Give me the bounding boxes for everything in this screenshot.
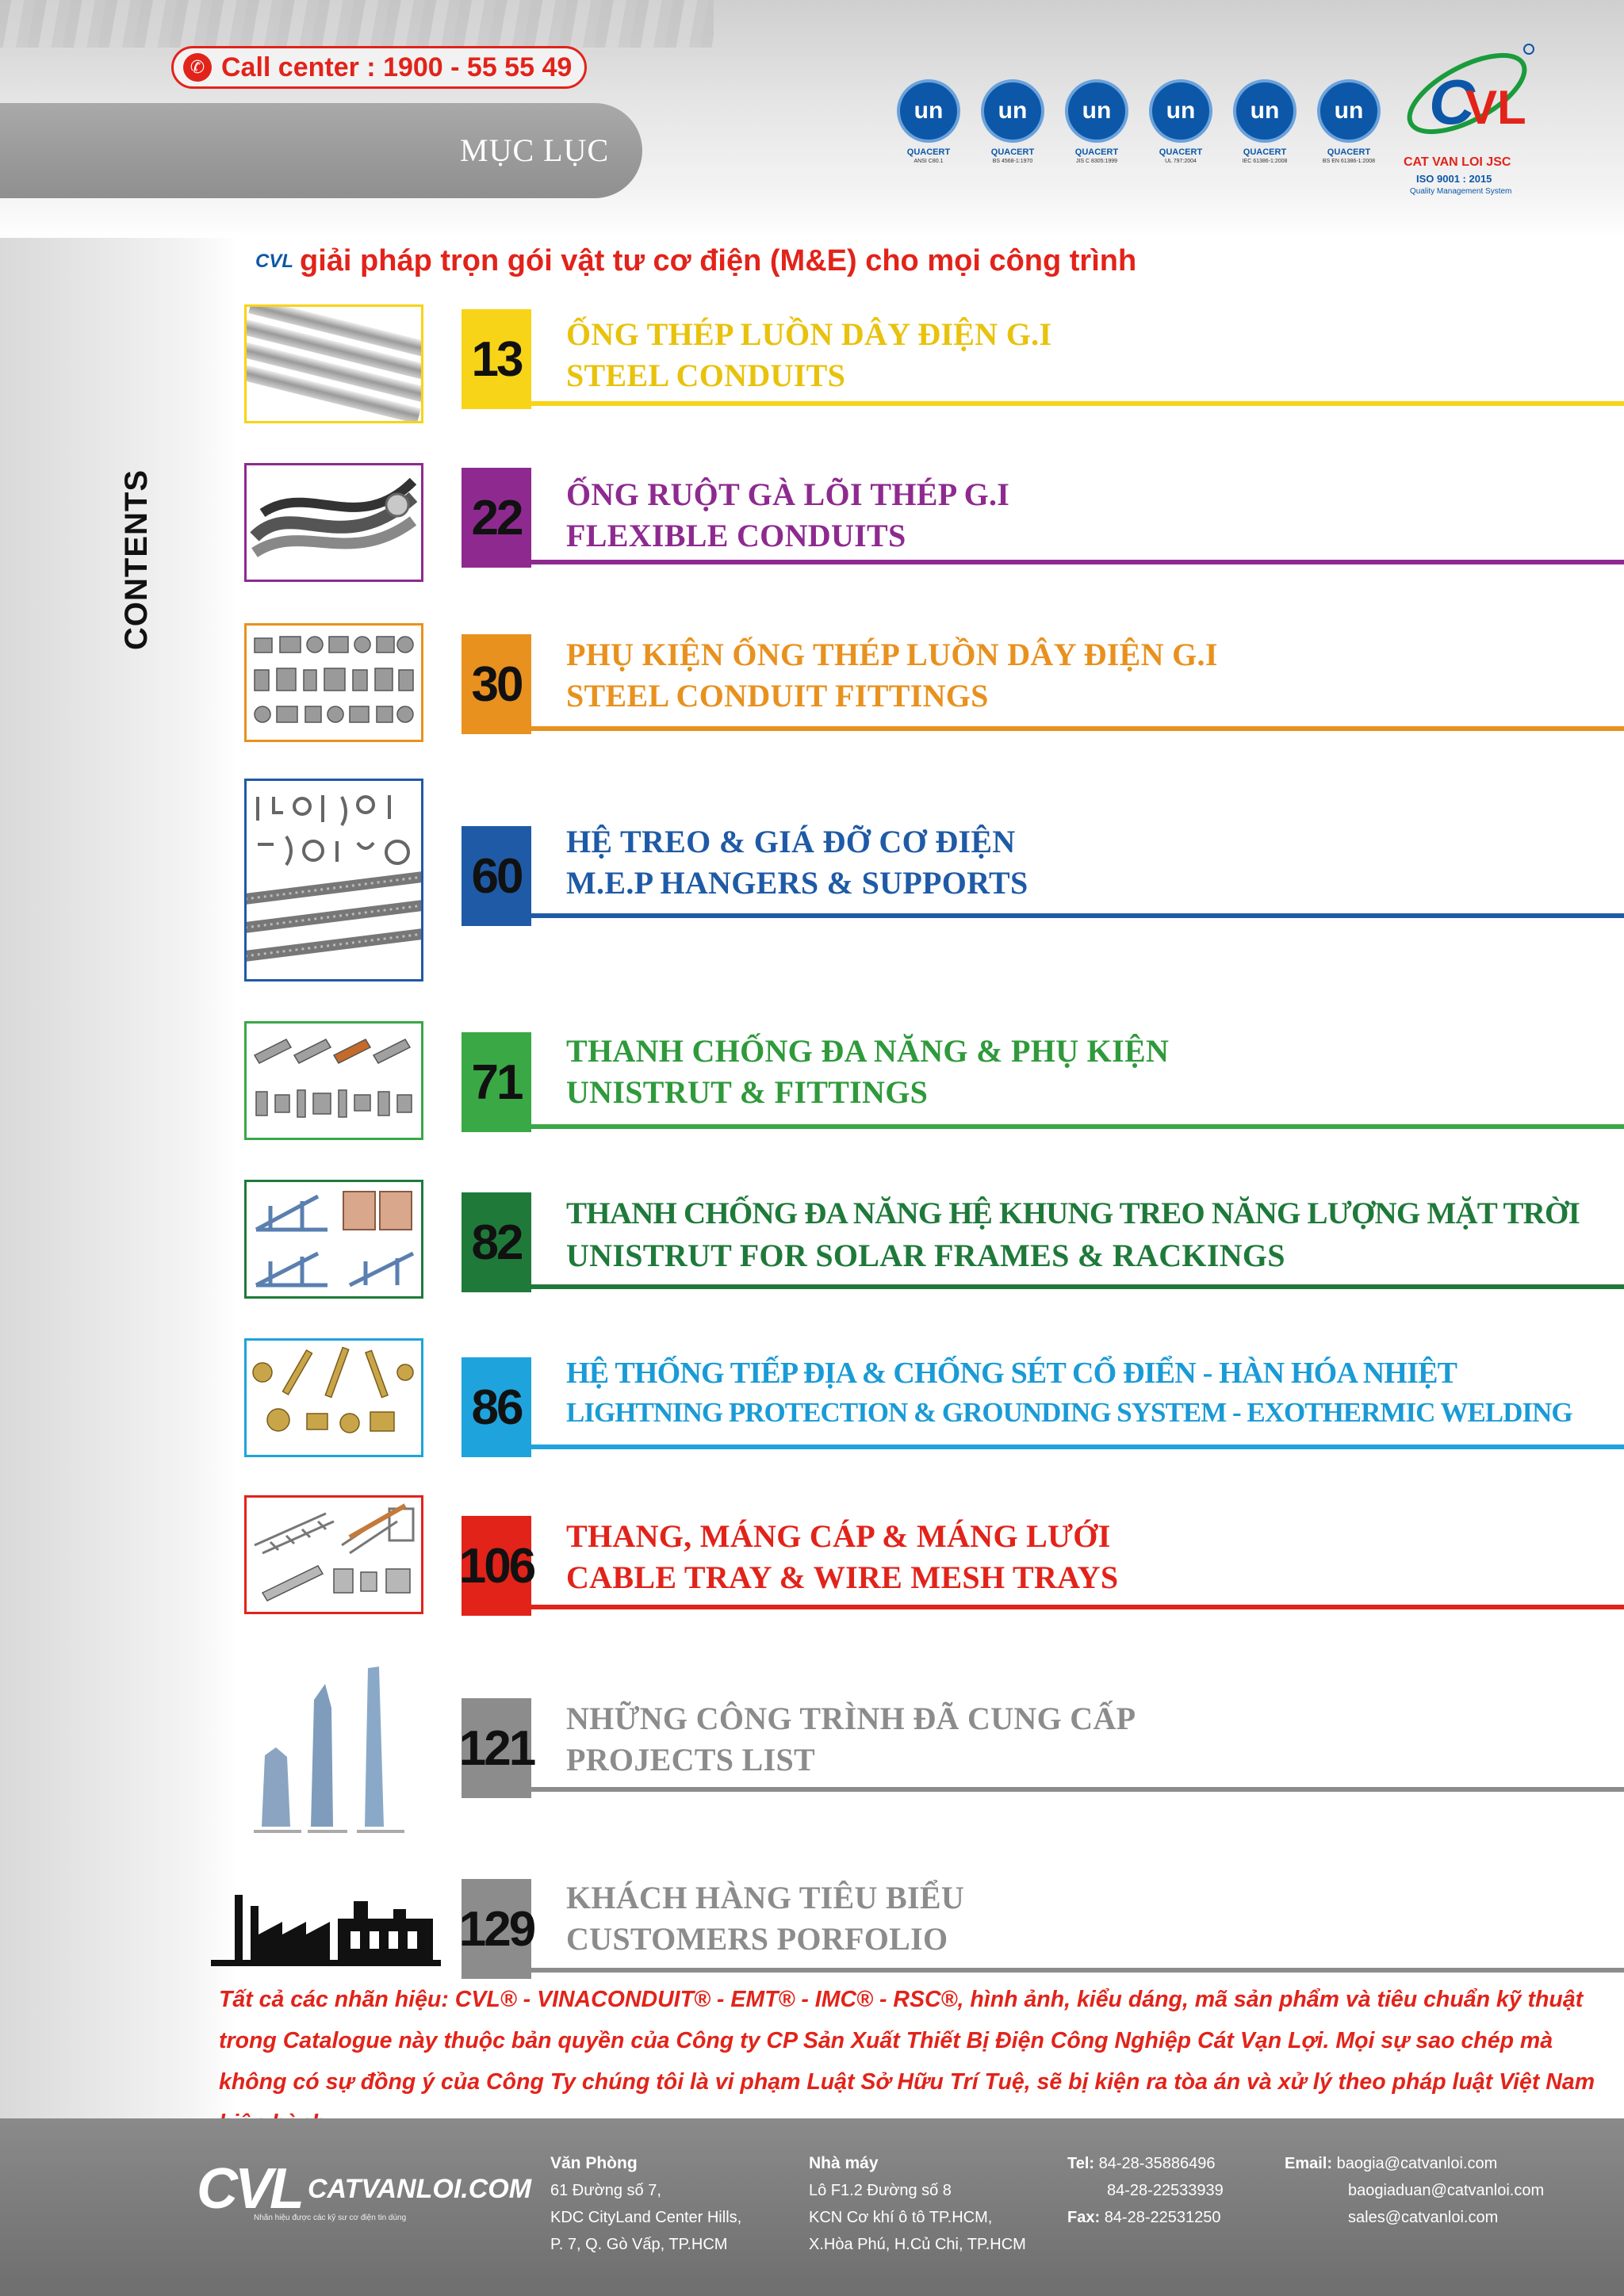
toc-underline [531, 1968, 1624, 1973]
certification-badge [1316, 79, 1381, 164]
toc-page-number[interactable]: 86 [462, 1357, 531, 1457]
office-address-line: P. 7, Q. Gò Vấp, TP.HCM [550, 2236, 728, 2253]
toc-page-number[interactable]: 60 [462, 826, 531, 926]
cvl-logo-icon [1397, 38, 1540, 157]
factory-address-line: X.Hòa Phú, H.Củ Chi, TP.HCM [809, 2236, 1026, 2253]
office-address-line: 61 Đường số 7, [550, 2182, 661, 2199]
footer-phone [1067, 2150, 1224, 2231]
certification-standard: BS EN 61386-1:2008 [1322, 159, 1376, 164]
certification-name: QUACERT [1243, 147, 1287, 157]
solar-frames-image [247, 1182, 421, 1296]
toc-title-en[interactable]: LIGHTNING PROTECTION & GROUNDING SYSTEM - EXOTHERMIC WELDING [566, 1397, 1572, 1428]
toc-page-number[interactable]: 22 [462, 468, 531, 568]
tel-number[interactable]: 84-28-22533939 [1107, 2182, 1224, 2199]
svg-text:C: C [1429, 67, 1475, 137]
cvl-logo-icon: CVL [197, 2157, 301, 2221]
factory-title: Nhà máy [809, 2154, 879, 2172]
toc-underline [531, 1284, 1624, 1289]
toc-page-number[interactable]: 82 [462, 1192, 531, 1292]
email-link[interactable]: sales@catvanloi.com [1348, 2209, 1499, 2226]
toc-title-en[interactable]: UNISTRUT & FITTINGS [566, 1074, 929, 1110]
tel-label: Tel: [1067, 2155, 1095, 2172]
tagline-logo-icon: CVL [255, 250, 293, 272]
toc-title-vi[interactable]: KHÁCH HÀNG TIÊU BIỂU [566, 1880, 965, 1915]
cvl-company-logo [1389, 38, 1548, 197]
cvl-brand-name: CAT VAN LOI JSC [1404, 155, 1511, 169]
email-label: Email: [1285, 2155, 1333, 2172]
toc-thumbnail-conduit-fittings[interactable] [244, 623, 423, 742]
certification-name: QUACERT [990, 147, 1035, 157]
email-link[interactable]: baogia@catvanloi.com [1336, 2155, 1498, 2172]
toc-underline [531, 1124, 1624, 1129]
certification-badge [1148, 79, 1213, 164]
certification-standard: ANSI C80.1 [914, 159, 944, 164]
certification-badge [980, 79, 1045, 164]
quacert-icon: un [1317, 79, 1381, 143]
certification-badge [896, 79, 961, 164]
fax-number[interactable]: 84-28-22531250 [1104, 2209, 1221, 2226]
factory-address-line: KCN Cơ khí ô tô TP.HCM, [809, 2209, 993, 2226]
footer-logo[interactable] [197, 2156, 531, 2221]
certification-standard: JIS C 8305:1999 [1075, 159, 1118, 164]
toc-underline [531, 1787, 1624, 1792]
certification-name: QUACERT [1159, 147, 1203, 157]
toc-page-number[interactable]: 129 [462, 1879, 531, 1979]
call-center-text: Call center : 1900 - 55 55 49 [221, 52, 573, 82]
quacert-icon: un [1233, 79, 1297, 143]
toc-title-en[interactable]: PROJECTS LIST [566, 1742, 815, 1777]
footer-email [1285, 2150, 1544, 2231]
toc-title-en[interactable]: M.E.P HANGERS & SUPPORTS [566, 865, 1028, 901]
toc-underline [531, 1445, 1624, 1449]
grounding-system-image [247, 1341, 421, 1455]
footer-slogan: Nhãn hiệu được các kỹ sư cơ điện tin dùng [254, 2214, 407, 2222]
toc-title-en[interactable]: UNISTRUT FOR SOLAR FRAMES & RACKINGS [566, 1238, 1285, 1273]
quacert-icon: un [981, 79, 1044, 143]
quacert-icon: un [1065, 79, 1128, 143]
toc-title-en[interactable]: FLEXIBLE CONDUITS [566, 518, 906, 553]
toc-title-vi[interactable]: HỆ TREO & GIÁ ĐỠ CƠ ĐIỆN [566, 824, 1016, 859]
toc-underline [531, 913, 1624, 918]
certification-badge [1232, 79, 1297, 164]
toc-page-number[interactable]: 121 [462, 1698, 531, 1798]
toc-thumbnail-customers[interactable] [211, 1887, 441, 1969]
toc-title-vi[interactable]: HỆ THỐNG TIẾP ĐỊA & CHỐNG SÉT CỔ ĐIỂN - HÀN HÓA NHIỆT [566, 1357, 1457, 1390]
toc-thumbnail-cable-tray[interactable] [244, 1495, 423, 1614]
toc-underline [531, 560, 1624, 564]
toc-title-en[interactable]: CABLE TRAY & WIRE MESH TRAYS [566, 1559, 1119, 1595]
steel-conduits-image [247, 307, 421, 421]
page-footer [0, 2118, 1624, 2296]
toc-page-number[interactable]: 30 [462, 634, 531, 734]
office-title: Văn Phòng [550, 2154, 638, 2172]
toc-thumbnail-unistrut-fittings[interactable] [244, 1021, 423, 1140]
toc-title-vi[interactable]: ỐNG RUỘT GÀ LÕI THÉP G.I [566, 476, 1010, 512]
quacert-icon: un [897, 79, 960, 143]
fax-label: Fax: [1067, 2209, 1101, 2226]
footer-office [550, 2150, 741, 2258]
toc-title-vi[interactable]: PHỤ KIỆN ỐNG THÉP LUỒN DÂY ĐIỆN G.I [566, 637, 1218, 672]
toc-title-vi[interactable]: ỐNG THÉP LUỒN DÂY ĐIỆN G.I [566, 316, 1052, 352]
skyscrapers-image [238, 1652, 436, 1843]
conduit-fittings-image [247, 626, 421, 740]
certification-badge [1064, 79, 1129, 164]
toc-underline [531, 726, 1624, 731]
header-conduit-background [0, 0, 714, 48]
cable-tray-image [247, 1498, 421, 1612]
unistrut-fittings-image [247, 1024, 421, 1138]
iso-certification: ISO 9001 : 2015 [1416, 173, 1492, 185]
toc-thumbnail-steel-conduits[interactable] [244, 304, 423, 423]
copyright-disclaimer: Tất cả các nhãn hiệu: CVL® - VINACONDUIT® - EMT® - IMC® - RSC®, hình ảnh, kiểu dáng, mã sản phẩm và tiêu chuẩn kỹ thuật trong Catalogue này thuộc bản quyền của Công ty CP Sản Xuất Thiết Bị Điện Công Nghiệp Cát Vạn Lợi. Mọi sự sao chép mà không có sự đồng ý của Công Ty chúng tôi là vi phạm Luật Sở Hữu Trí Tuệ, sẽ bị kiện ra tòa án và xử lý theo pháp luật Việt Nam [219, 1987, 1595, 2095]
email-link[interactable]: baogiaduan@catvanloi.com [1348, 2182, 1545, 2199]
hangers-supports-image [247, 781, 421, 979]
toc-title-en[interactable]: STEEL CONDUITS [566, 358, 846, 393]
footer-factory [809, 2150, 1026, 2258]
certification-name: QUACERT [906, 147, 951, 157]
toc-title-vi[interactable]: NHỮNG CÔNG TRÌNH ĐÃ CUNG CẤP [566, 1701, 1136, 1736]
tagline-text: giải pháp trọn gói vật tư cơ điện (M&E) cho mọi công trình [300, 244, 1137, 277]
toc-thumbnail-solar-frames[interactable] [244, 1180, 423, 1299]
toc-thumbnail-hangers-supports[interactable] [244, 779, 423, 982]
toc-thumbnail-flexible-conduits[interactable] [244, 463, 423, 582]
section-title: MỤC LỤC [460, 132, 610, 168]
factory-address-line: Lô F1.2 Đường số 8 [809, 2182, 952, 2199]
toc-page-number[interactable]: 71 [462, 1032, 531, 1132]
svg-text:VL: VL [1465, 81, 1526, 134]
quacert-icon: un [1149, 79, 1212, 143]
toc-title-vi[interactable]: THANH CHỐNG ĐA NĂNG & PHỤ KIỆN [566, 1033, 1170, 1069]
toc-page-number[interactable]: 106 [462, 1516, 531, 1616]
phone-icon: ✆ [183, 53, 212, 82]
tel-number[interactable]: 84-28-35886496 [1098, 2155, 1216, 2172]
certification-logos [896, 79, 1381, 164]
contents-vertical-label: CONTENTS [119, 469, 154, 650]
certification-name: QUACERT [1074, 147, 1119, 157]
certification-standard: BS 4568-1:1970 [992, 159, 1033, 164]
call-center-badge[interactable] [171, 46, 587, 89]
toc-title-vi[interactable]: THANH CHỐNG ĐA NĂNG HỆ KHUNG TREO NĂNG LƯỢNG MẶT TRỜI [566, 1196, 1580, 1230]
certification-standard: IEC 61386-1:2008 [1242, 159, 1288, 164]
factory-silhouette-icon [211, 1887, 441, 1969]
footer-brand: CATVANLOI.COM [308, 2173, 532, 2204]
toc-underline [531, 1605, 1624, 1609]
toc-thumbnail-grounding-system[interactable] [244, 1338, 423, 1457]
certification-name: QUACERT [1327, 147, 1371, 157]
quality-management-label: Quality Management System [1410, 187, 1512, 196]
toc-title-vi[interactable]: THANG, MÁNG CÁP & MÁNG LƯỚI [566, 1518, 1111, 1554]
toc-underline [531, 401, 1624, 406]
toc-thumbnail-projects[interactable] [238, 1652, 436, 1843]
toc-title-en[interactable]: STEEL CONDUIT FITTINGS [566, 678, 989, 714]
tagline [255, 244, 1136, 278]
certification-standard: UL 797:2004 [1165, 159, 1197, 164]
office-address-line: KDC CityLand Center Hills, [550, 2209, 742, 2226]
toc-page-number[interactable]: 13 [462, 309, 531, 409]
toc-title-en[interactable]: CUSTOMERS PORFOLIO [566, 1921, 948, 1957]
flexible-conduits-image [247, 465, 421, 580]
